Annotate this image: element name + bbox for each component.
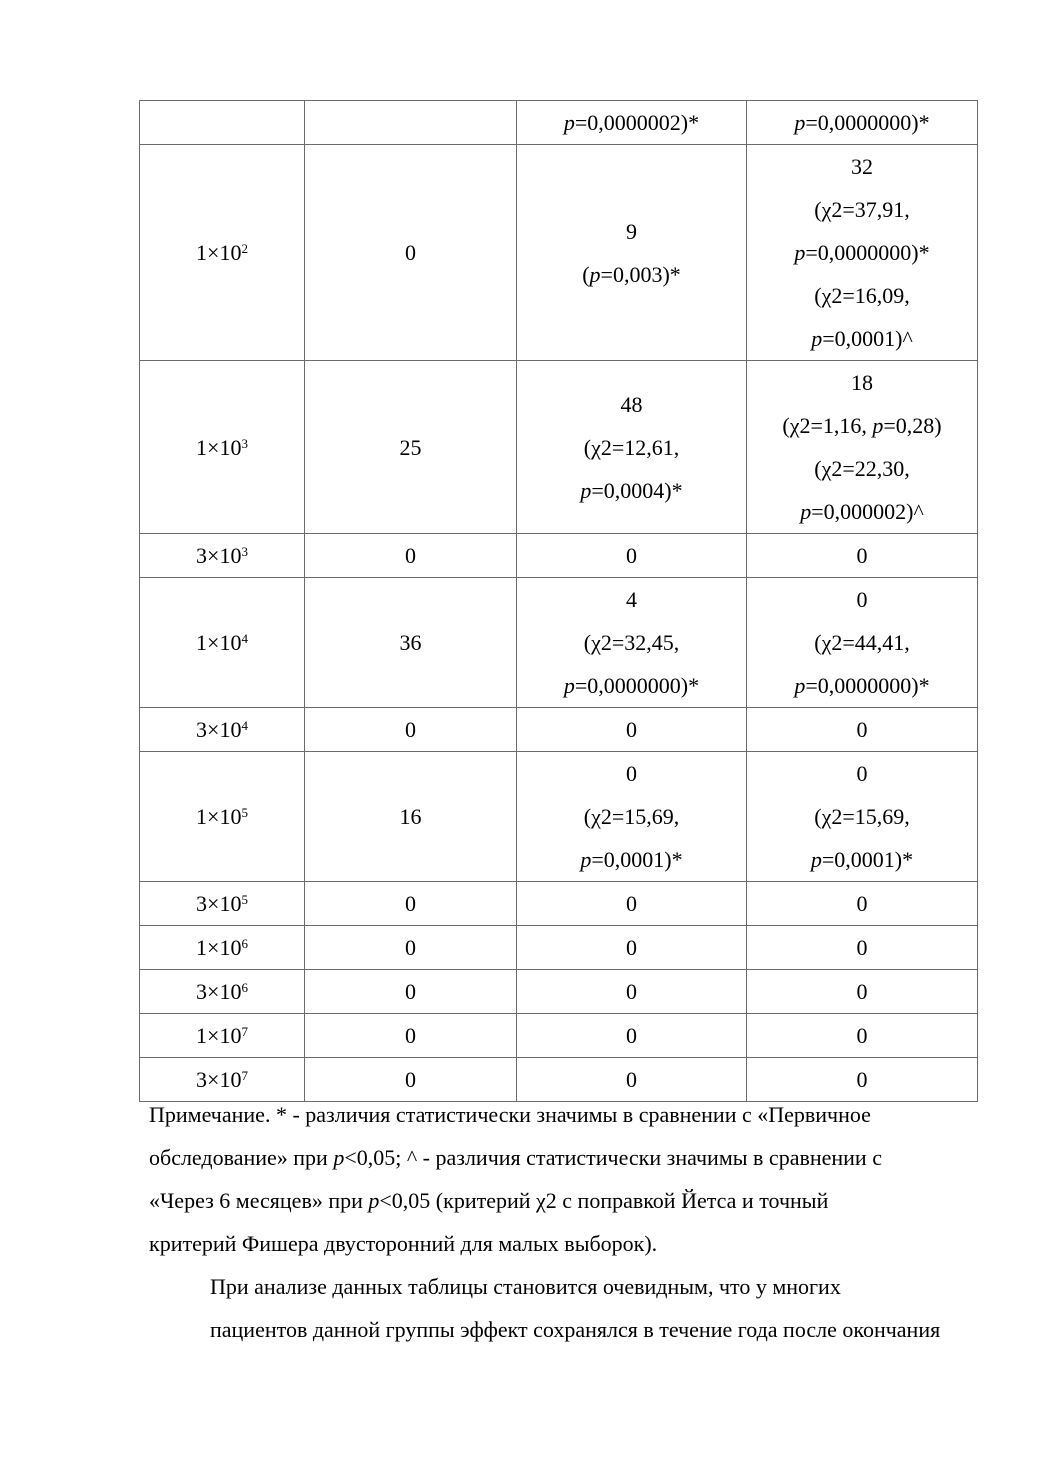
value-cell-col3	[517, 708, 747, 752]
value-cell-col3	[517, 101, 747, 145]
text-segment: 0	[626, 543, 637, 568]
text-segment: 0	[405, 1067, 416, 1092]
cell-line	[523, 101, 740, 144]
text-segment: 4	[626, 587, 637, 612]
cell-line	[753, 188, 971, 231]
cell-line	[753, 1014, 971, 1057]
text-segment: 0	[405, 1023, 416, 1048]
value-cell-col3	[517, 145, 747, 361]
dose-cell	[140, 361, 305, 534]
cell-line	[523, 795, 740, 838]
text-segment: 0	[856, 1067, 868, 1092]
text-segment: 0	[856, 761, 868, 786]
value-cell-col2	[305, 970, 517, 1014]
value-cell-col2	[305, 1014, 517, 1058]
italic-symbol: p	[580, 477, 592, 503]
results-table	[139, 100, 978, 1102]
table-row	[140, 708, 978, 752]
dose-base: 3×10	[196, 1067, 242, 1092]
value-cell-col4	[747, 534, 978, 578]
text-segment: 0	[405, 891, 416, 916]
text-segment: 0	[856, 935, 868, 960]
dose-cell	[140, 970, 305, 1014]
text-segment: =0,003)*	[600, 261, 681, 287]
cell-line	[523, 664, 740, 707]
text-segment: 0	[405, 543, 416, 568]
table-row	[140, 970, 978, 1014]
value-cell-col4	[747, 926, 978, 970]
text-segment: 0	[626, 979, 637, 1004]
cell-line	[523, 534, 740, 577]
value-cell-col2	[305, 926, 517, 970]
dose-exponent: 3	[241, 544, 248, 559]
cell-line	[523, 926, 740, 969]
value-cell-col3	[517, 1014, 747, 1058]
table-row	[140, 882, 978, 926]
cell-line	[523, 578, 740, 621]
value-cell-col4	[747, 752, 978, 882]
cell-line	[311, 426, 510, 469]
text-segment: (χ2=22,30,	[814, 456, 910, 481]
table-row	[140, 752, 978, 882]
cell-line	[753, 621, 971, 664]
value-cell-col4	[747, 361, 978, 534]
value-cell-col2	[305, 708, 517, 752]
value-cell-col2	[305, 101, 517, 145]
text-segment: 0	[405, 979, 416, 1004]
text-segment: 25	[399, 434, 422, 460]
text-segment: (χ2=1,16,	[782, 413, 873, 438]
text-segment: =0,28)	[883, 413, 942, 438]
dose-base: 1×10	[196, 434, 242, 460]
cell-line	[311, 708, 510, 751]
value-cell-col2	[305, 578, 517, 708]
cell-line	[523, 838, 740, 881]
note-line	[149, 1222, 979, 1265]
value-cell-col2	[305, 882, 517, 926]
value-cell-col3	[517, 361, 747, 534]
cell-line	[311, 795, 510, 838]
value-cell-col2	[305, 361, 517, 534]
value-cell-col3	[517, 534, 747, 578]
cell-line	[311, 534, 510, 577]
cell-line	[753, 101, 971, 144]
text-segment: Примечание. * - различия статистически значимы в сравнении с «Первичное	[149, 1102, 871, 1127]
table-row	[140, 361, 978, 534]
cell-line	[311, 882, 510, 925]
dose-base: 3×10	[196, 717, 242, 742]
italic-symbol: p	[800, 499, 812, 524]
value-cell-col2	[305, 145, 517, 361]
table-note	[149, 1093, 979, 1265]
text-segment: 9	[626, 218, 637, 244]
cell-line	[523, 882, 740, 925]
text-segment: 0	[626, 935, 637, 960]
dose-base: 3×10	[196, 979, 242, 1004]
text-segment: =0,0000000)*	[805, 110, 930, 135]
text-segment: 36	[399, 630, 422, 655]
dose-cell	[140, 1014, 305, 1058]
italic-symbol: p	[872, 413, 884, 438]
value-cell-col3	[517, 970, 747, 1014]
dose-exponent: 3	[241, 435, 248, 451]
text-segment: 0	[856, 717, 868, 742]
text-segment: =0,0001)^	[822, 326, 913, 351]
dose-base: 1×10	[196, 240, 242, 265]
dose-exponent: 7	[241, 1024, 248, 1039]
cell-line	[311, 926, 510, 969]
note-line	[149, 1093, 979, 1136]
text-segment: критерий Фишера двусторонний для малых выборок).	[149, 1231, 658, 1256]
table-row	[140, 145, 978, 361]
value-cell-col2	[305, 534, 517, 578]
cell-line	[753, 404, 971, 447]
cell-line	[753, 447, 971, 490]
cell-line	[523, 970, 740, 1013]
text-segment: 0	[626, 1023, 637, 1048]
cell-line	[311, 1014, 510, 1057]
text-segment: «Через 6 месяцев» при	[149, 1188, 369, 1213]
text-segment: 0	[856, 587, 868, 612]
cell-line	[753, 578, 971, 621]
text-segment: =0,0000000)*	[805, 240, 930, 265]
dose-cell	[140, 145, 305, 361]
dose-base: 1×10	[196, 804, 242, 829]
value-cell-col4	[747, 1014, 978, 1058]
text-segment: 0	[626, 891, 637, 916]
text-segment: =0,0000002)*	[574, 110, 700, 135]
dose-base: 3×10	[196, 891, 242, 916]
cell-line	[523, 383, 740, 426]
cell-line	[753, 317, 971, 360]
value-cell-col3	[517, 882, 747, 926]
cell-line	[753, 882, 971, 925]
dose-base: 1×10	[196, 1023, 242, 1048]
dose-cell	[140, 708, 305, 752]
cell-line	[753, 795, 971, 838]
cell-line	[523, 210, 740, 253]
italic-symbol: p	[811, 326, 823, 351]
note-line	[149, 1179, 979, 1222]
text-segment: 0	[856, 891, 868, 916]
value-cell-col3	[517, 578, 747, 708]
italic-symbol: p	[368, 1188, 380, 1213]
cell-line	[523, 621, 740, 664]
cell-line	[523, 1014, 740, 1057]
text-segment: =0,0001)*	[591, 847, 683, 872]
value-cell-col4	[747, 708, 978, 752]
value-cell-col4	[747, 970, 978, 1014]
text-segment: =0,0004)*	[591, 477, 683, 503]
dose-cell	[140, 578, 305, 708]
text-segment: 0	[405, 240, 416, 265]
value-cell-col4	[747, 578, 978, 708]
text-segment: обследование» при	[149, 1145, 334, 1170]
italic-symbol: p	[580, 847, 592, 872]
cell-line	[753, 752, 971, 795]
paragraph-line: При анализе данных таблицы становится очевидным, что у многих	[210, 1274, 841, 1299]
text-segment: (χ2=44,41,	[814, 630, 910, 655]
cell-line	[311, 231, 510, 274]
italic-symbol: p	[563, 673, 575, 698]
text-segment: (χ2=32,45,	[583, 630, 680, 655]
text-segment: (χ2=16,09,	[814, 283, 910, 308]
dose-exponent: 6	[241, 936, 248, 951]
table-body	[140, 101, 978, 1102]
italic-symbol: p	[794, 240, 806, 265]
cell-line	[753, 145, 971, 188]
text-segment: 0	[626, 717, 637, 742]
dose-cell	[140, 926, 305, 970]
italic-symbol: p	[794, 673, 806, 698]
text-segment: (	[582, 261, 590, 287]
paragraph-line: пациентов данной группы эффект сохранялся в течение года после окончания	[210, 1317, 941, 1342]
italic-symbol: p	[794, 110, 806, 135]
cell-line	[753, 361, 971, 404]
dose-cell	[140, 534, 305, 578]
dose-exponent: 4	[241, 718, 248, 733]
value-cell-col2	[305, 752, 517, 882]
cell-line	[753, 274, 971, 317]
text-segment: 0	[856, 979, 868, 1004]
text-segment: <0,05 (критерий χ2 с поправкой Йетса и точный	[379, 1188, 829, 1213]
text-segment: (χ2=15,69,	[583, 804, 680, 829]
dose-exponent: 5	[241, 892, 248, 907]
value-cell-col3	[517, 926, 747, 970]
cell-line	[753, 664, 971, 707]
table-row	[140, 926, 978, 970]
cell-line	[311, 970, 510, 1013]
text-segment: 0	[856, 543, 868, 568]
cell-line	[311, 621, 510, 664]
text-segment: =0,000002)^	[811, 499, 924, 524]
table-row	[140, 578, 978, 708]
text-segment: (χ2=12,61,	[583, 434, 680, 460]
cell-line	[753, 970, 971, 1013]
text-segment: 0	[856, 1023, 868, 1048]
italic-symbol: p	[563, 110, 575, 135]
value-cell-col4	[747, 882, 978, 926]
text-segment: 0	[626, 761, 637, 786]
dose-exponent: 6	[241, 980, 248, 995]
text-segment: 16	[399, 804, 422, 829]
cell-line	[523, 708, 740, 751]
italic-symbol: p	[810, 847, 822, 872]
table-row	[140, 101, 978, 145]
italic-symbol: p	[589, 261, 601, 287]
cell-line	[753, 231, 971, 274]
value-cell-col4	[747, 101, 978, 145]
text-segment: <0,05; ^ - различия статистически значимы в сравнении с	[344, 1145, 882, 1170]
value-cell-col3	[517, 752, 747, 882]
cell-line	[523, 752, 740, 795]
text-segment: (χ2=15,69,	[814, 804, 910, 829]
text-segment: (χ2=37,91,	[814, 197, 910, 222]
value-cell-col4	[747, 145, 978, 361]
text-segment: 0	[405, 935, 416, 960]
dose-base: 1×10	[196, 630, 242, 655]
dose-cell	[140, 752, 305, 882]
dose-cell	[140, 101, 305, 145]
cell-line	[753, 708, 971, 751]
table-row	[140, 534, 978, 578]
dose-cell	[140, 882, 305, 926]
cell-line	[523, 469, 740, 512]
cell-line	[753, 838, 971, 881]
text-segment: 0	[405, 717, 416, 742]
text-segment: 48	[620, 391, 643, 417]
cell-line	[753, 926, 971, 969]
body-paragraph	[149, 1265, 979, 1351]
text-segment: 32	[851, 154, 873, 179]
dose-exponent: 5	[241, 805, 248, 820]
table-row	[140, 1014, 978, 1058]
italic-symbol: p	[333, 1145, 345, 1170]
text-segment: 18	[851, 370, 873, 395]
cell-line	[753, 534, 971, 577]
text-segment: =0,0000000)*	[574, 673, 700, 698]
dose-exponent: 7	[241, 1068, 248, 1083]
text-segment: 0	[626, 1067, 637, 1092]
text-segment: =0,0001)*	[821, 847, 914, 872]
note-line	[149, 1136, 979, 1179]
cell-line	[753, 490, 971, 533]
cell-line	[523, 426, 740, 469]
dose-base: 3×10	[196, 543, 242, 568]
dose-exponent: 2	[241, 241, 248, 256]
dose-exponent: 4	[241, 631, 248, 646]
text-segment: =0,0000000)*	[805, 673, 930, 698]
cell-line	[523, 253, 740, 296]
dose-base: 1×10	[196, 935, 242, 960]
